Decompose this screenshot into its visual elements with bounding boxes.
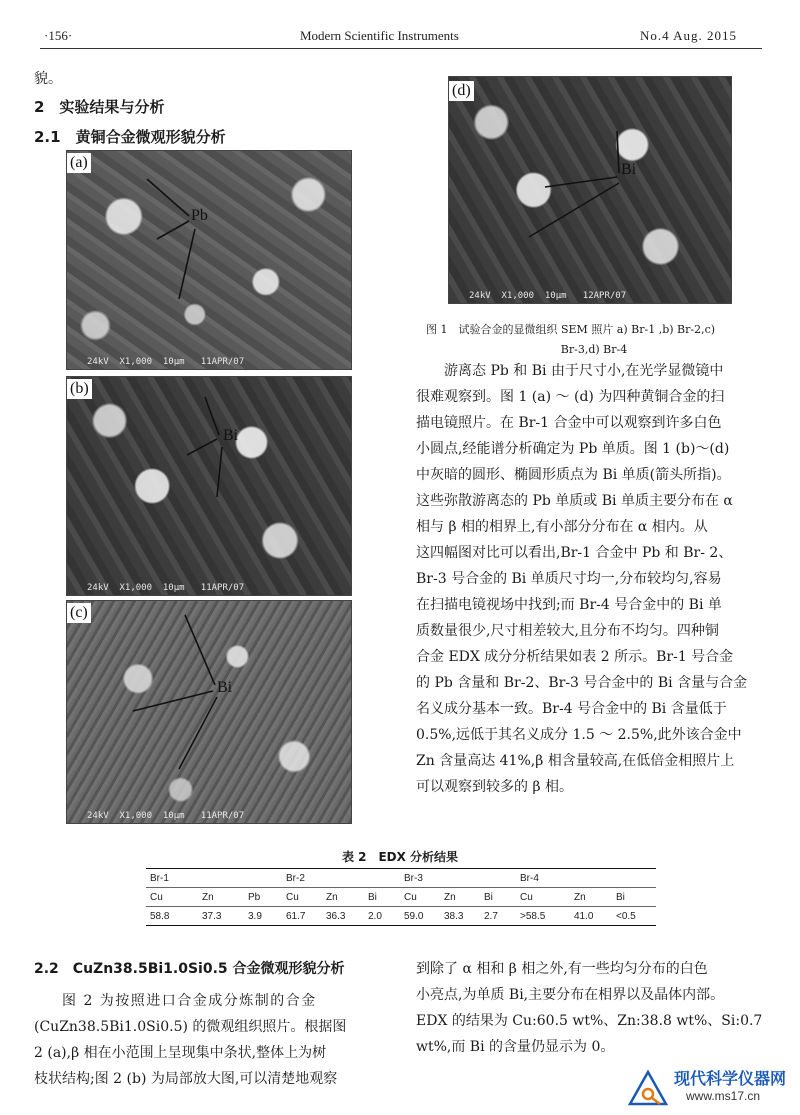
annotation-bi-b: Bi [223, 427, 239, 444]
table-cell: 37.3 [202, 910, 222, 922]
scale-bar-d: 24kV X1,000 10μm 12APR/07 [469, 291, 627, 301]
table-cell: 61.7 [286, 910, 306, 922]
group-br2: Br-2 [286, 872, 305, 884]
table-cell: 2.0 [368, 910, 382, 922]
group-br4: Br-4 [520, 872, 539, 884]
paragraph-line: 描电镜照片。在 Br-1 合金中可以观察到许多白色 [416, 415, 722, 431]
header-rule [40, 48, 762, 49]
paragraph-line: Zn 含量高达 41%,β 相含量较高,在低倍金相照片上 [416, 753, 735, 769]
watermark-url: www.ms17.cn [686, 1089, 761, 1103]
arrows-d [449, 77, 731, 303]
table-header-cell: Bi [616, 891, 625, 903]
table-header-cell: Cu [150, 891, 163, 903]
table-cell: 58.8 [150, 910, 170, 922]
paragraph-line: Br-3 号合金的 Bi 单质尺寸均一,分布较均匀,容易 [416, 571, 722, 587]
panel-label-c: (c) [67, 603, 91, 623]
results-paragraph [416, 358, 768, 800]
paragraph-line: 小圆点,经能谱分析确定为 Pb 单质。图 1 (b)～(d) [416, 441, 730, 457]
table-cell: 59.0 [404, 910, 424, 922]
figure-1-caption-line2: Br-3,d) Br-4 [560, 343, 628, 356]
table-header-cell: Cu [286, 891, 299, 903]
table-2-title: 表 2 EDX 分析结果 [341, 850, 459, 864]
section-heading-2: 2 实验结果与分析 [34, 98, 165, 116]
sem-figure-d [448, 76, 732, 304]
paragraph-line: 在扫描电镜视场中找到;而 Br-4 号合金中的 Bi 单 [416, 597, 722, 613]
table-cell: 2.7 [484, 910, 498, 922]
table-cell: <0.5 [616, 910, 636, 922]
paragraph-line: 相与 β 相的相界上,有小部分分布在 α 相内。从 [416, 519, 708, 535]
panel-label-d: (d) [449, 81, 474, 101]
table-header-cell: Bi [368, 891, 377, 903]
table-header-cell: Zn [202, 891, 214, 903]
table-cell: 3.9 [248, 910, 262, 922]
table-header-cell: Cu [520, 891, 533, 903]
paragraph-line: 可以观察到较多的 β 相。 [416, 779, 573, 795]
scale-bar-c: 24kV X1,000 10μm 11APR/07 [87, 811, 245, 821]
figure-1-caption-line1: 图 1 试验合金的显微组织 SEM 照片 a) Br-1 ,b) Br-2,c) [426, 323, 716, 336]
annotation-bi-c: Bi [217, 679, 233, 696]
leading-text: 貌。 [34, 71, 62, 87]
table-header-cell: Pb [248, 891, 261, 903]
table-group-row [146, 869, 656, 888]
section-heading-2-2: 2.2 CuZn38.5Bi1.0Si0.5 合金微观形貌分析 [34, 961, 345, 977]
table-element-row [146, 888, 656, 907]
paragraph-line: 这些弥散游离态的 Pb 单质或 Bi 单质主要分布在 α [416, 493, 733, 509]
paragraph-line: 0.5%,远低于其名义成分 1.5 ～ 2.5%,此外该合金中 [416, 727, 742, 743]
page-number: ·156· [44, 28, 73, 43]
paragraph-line: (CuZn38.5Bi1.0Si0.5) 的微观组织照片。根据图 [34, 1019, 347, 1035]
arrows-b [67, 377, 351, 595]
paragraph-line: 枝状结构;图 2 (b) 为局部放大图,可以清楚地观察 [34, 1071, 338, 1087]
annotation-bi-d: Bi [621, 161, 637, 178]
figure-1-caption [426, 320, 762, 360]
arrows-c [67, 601, 351, 823]
paragraph-line: 到除了 α 相和 β 相之外,有一些均匀分布的白色 [416, 961, 708, 977]
sem-figure-c [66, 600, 352, 824]
journal-name: Modern Scientific Instruments [300, 28, 459, 43]
group-br3: Br-3 [404, 872, 423, 884]
paragraph-line: 游离态 Pb 和 Bi 由于尺寸小,在光学显微镜中 [444, 363, 724, 379]
table-header-cell: Cu [404, 891, 417, 903]
paragraph-line: 合金 EDX 成分分析结果如表 2 所示。Br-1 号合金 [416, 649, 734, 665]
table-header-cell: Zn [444, 891, 456, 903]
paragraph-line: 名义成分基本一致。Br-4 号合金中的 Bi 含量低于 [416, 701, 727, 717]
sem-figure-a [66, 150, 352, 370]
table-cell: >58.5 [520, 910, 546, 922]
sem-figure-b [66, 376, 352, 596]
annotation-pb: Pb [191, 207, 208, 224]
panel-label-b: (b) [67, 379, 92, 399]
section-2-2-right-text [416, 956, 768, 1060]
paragraph-line: 质数量很少,尺寸相差较大,且分布不均匀。四种铜 [416, 623, 719, 639]
panel-label-a: (a) [67, 153, 91, 173]
issue-info: No.4 Aug. 2015 [640, 28, 738, 43]
table-header-cell: Zn [326, 891, 338, 903]
table-cell: 38.3 [444, 910, 464, 922]
watermark-logo[interactable] [626, 1064, 796, 1110]
paragraph-line: 2 (a),β 相在小范围上呈现集中条状,整体上为树 [34, 1045, 327, 1061]
section-heading-2-1: 2.1 黄铜合金微观形貌分析 [34, 128, 226, 146]
table-value-row [146, 907, 656, 926]
table-header-cell: Bi [484, 891, 493, 903]
table-2 [146, 868, 656, 926]
scale-bar-b: 24kV X1,000 10μm 11APR/07 [87, 583, 245, 593]
table-header-cell: Zn [574, 891, 586, 903]
group-br1: Br-1 [150, 872, 169, 884]
table-cell: 41.0 [574, 910, 594, 922]
paragraph-line: 图 2 为按照进口合金成分炼制的合金 [62, 993, 317, 1009]
watermark-name: 现代科学仪器网 [674, 1069, 787, 1088]
section-2-2-left-text [34, 988, 386, 1092]
paragraph-line: 小亮点,为单质 Bi,主要分布在相界以及晶体内部。 [416, 987, 725, 1003]
paragraph-line: 很难观察到。图 1 (a) ～ (d) 为四种黄铜合金的扫 [416, 389, 725, 405]
paragraph-line: 这四幅图对比可以看出,Br-1 合金中 Pb 和 Br- 2、 [416, 545, 733, 561]
table-cell: 36.3 [326, 910, 346, 922]
scale-bar-a: 24kV X1,000 10μm 11APR/07 [87, 357, 245, 367]
paragraph-line: 中灰暗的圆形、椭圆形质点为 Bi 单质(箭头所指)。 [416, 467, 731, 483]
paragraph-line: EDX 的结果为 Cu:60.5 wt%、Zn:38.8 wt%、Si:0.7 [416, 1013, 763, 1029]
arrows-a [67, 151, 351, 369]
paragraph-line: 的 Pb 含量和 Br-2、Br-3 号合金中的 Bi 含量与合金 [416, 675, 748, 691]
paragraph-line: wt%,而 Bi 的含量仍显示为 0。 [416, 1039, 615, 1055]
microscope-logo-icon [626, 1068, 670, 1108]
